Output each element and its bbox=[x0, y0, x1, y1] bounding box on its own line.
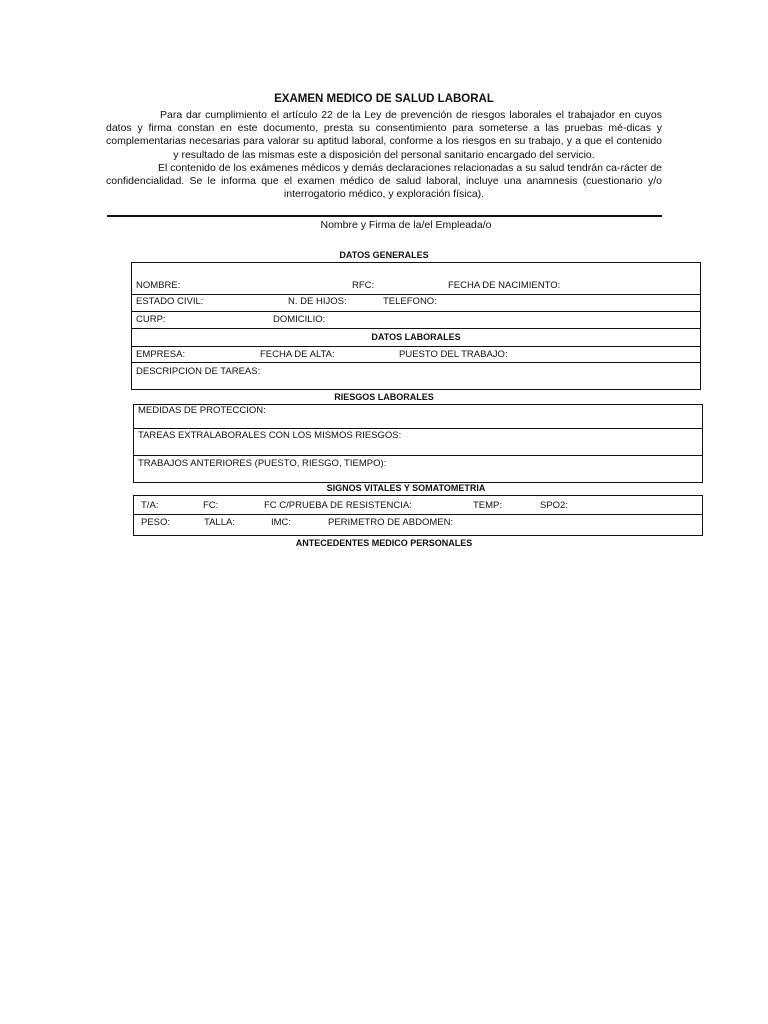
signos-vitales-box bbox=[133, 495, 703, 536]
document-title: EXAMEN MEDICO DE SALUD LABORAL bbox=[274, 93, 494, 105]
perimetro-abdomen-field-label: PERIMETRO DE ABDOMEN: bbox=[328, 517, 454, 528]
section-heading-antecedentes: ANTECEDENTES MEDICO PERSONALES bbox=[295, 538, 473, 548]
row-divider bbox=[131, 346, 701, 347]
fc-field-label: FC: bbox=[203, 500, 219, 511]
spo2-field-label: SPO2: bbox=[540, 500, 568, 511]
fecha-nacimiento-field-label: FECHA DE NACIMIENTO: bbox=[448, 280, 561, 291]
consent-paragraph: Para dar cumplimiento el artículo 22 de la Ley de prevención de riesgos laborales el trabajador en cuyos datos y firma constan en este documento, presta su consentimiento para someterse a las pruebas mé-dicas y complementarias necesarias para valorar su aptitud laboral, conforme a los riesgos en su trabajo, y a que el contenido y resultado de las mismas este a disposición del personal sanitario encargado del servicio. bbox=[106, 109, 662, 161]
ta-field-label: T/A: bbox=[141, 500, 159, 511]
domicilio-field-label: DOMICILIO: bbox=[273, 314, 326, 325]
telefono-field-label: TELEFONO: bbox=[383, 296, 437, 307]
row-divider bbox=[131, 328, 701, 329]
row-divider bbox=[131, 311, 701, 312]
row-divider bbox=[133, 455, 703, 456]
section-heading-datos-generales: DATOS GENERALES bbox=[339, 250, 429, 260]
section-heading-riesgos-laborales: RIESGOS LABORALES bbox=[334, 392, 434, 402]
intro-text bbox=[106, 109, 662, 201]
imc-field-label: IMC: bbox=[271, 517, 292, 528]
nombre-field-label: NOMBRE: bbox=[136, 280, 181, 291]
row-divider bbox=[133, 428, 703, 429]
row-divider bbox=[133, 514, 703, 515]
signature-line bbox=[107, 215, 662, 217]
confidentiality-paragraph: El contenido de los exámenes médicos y demás declaraciones relacionadas a su salud tendrán ca-rácter de confidencialidad. Se le informa que el examen médico de salud laboral, incluye una anamnesis (cuestionario y/o interrogatorio médico, y exploración física). bbox=[106, 161, 662, 201]
tareas-extralaborales-field-label: TAREAS EXTRALABORALES CON LOS MISMOS RIESGOS: bbox=[138, 430, 402, 441]
temp-field-label: TEMP: bbox=[473, 500, 503, 511]
peso-field-label: PESO: bbox=[141, 517, 171, 528]
empresa-field-label: EMPRESA: bbox=[136, 349, 186, 360]
puesto-field-label: PUESTO DEL TRABAJO: bbox=[399, 349, 508, 360]
estado-civil-field-label: ESTADO CIVIL: bbox=[136, 296, 204, 307]
hijos-field-label: N. DE HIJOS: bbox=[288, 296, 347, 307]
fc-prueba-field-label: FC C/PRUEBA DE RESISTENCIA: bbox=[264, 500, 412, 511]
fecha-alta-field-label: FECHA DE ALTA: bbox=[260, 349, 335, 360]
talla-field-label: TALLA: bbox=[204, 517, 235, 528]
signature-label: Nombre y Firma de la/el Empleada/o bbox=[320, 219, 492, 231]
descripcion-tareas-field-label: DESCRIPCION DE TAREAS: bbox=[136, 366, 261, 377]
curp-field-label: CURP: bbox=[136, 314, 166, 325]
section-heading-datos-laborales: DATOS LABORALES bbox=[371, 332, 461, 342]
trabajos-anteriores-field-label: TRABAJOS ANTERIORES (PUESTO, RIESGO, TIEMPO): bbox=[138, 458, 387, 469]
medidas-proteccion-field-label: MEDIDAS DE PROTECCION: bbox=[138, 405, 266, 416]
row-divider bbox=[131, 362, 701, 363]
row-divider bbox=[131, 294, 701, 295]
section-heading-signos-vitales: SIGNOS VITALES Y SOMATOMETRIA bbox=[326, 483, 486, 493]
rfc-field-label: RFC: bbox=[352, 280, 375, 291]
